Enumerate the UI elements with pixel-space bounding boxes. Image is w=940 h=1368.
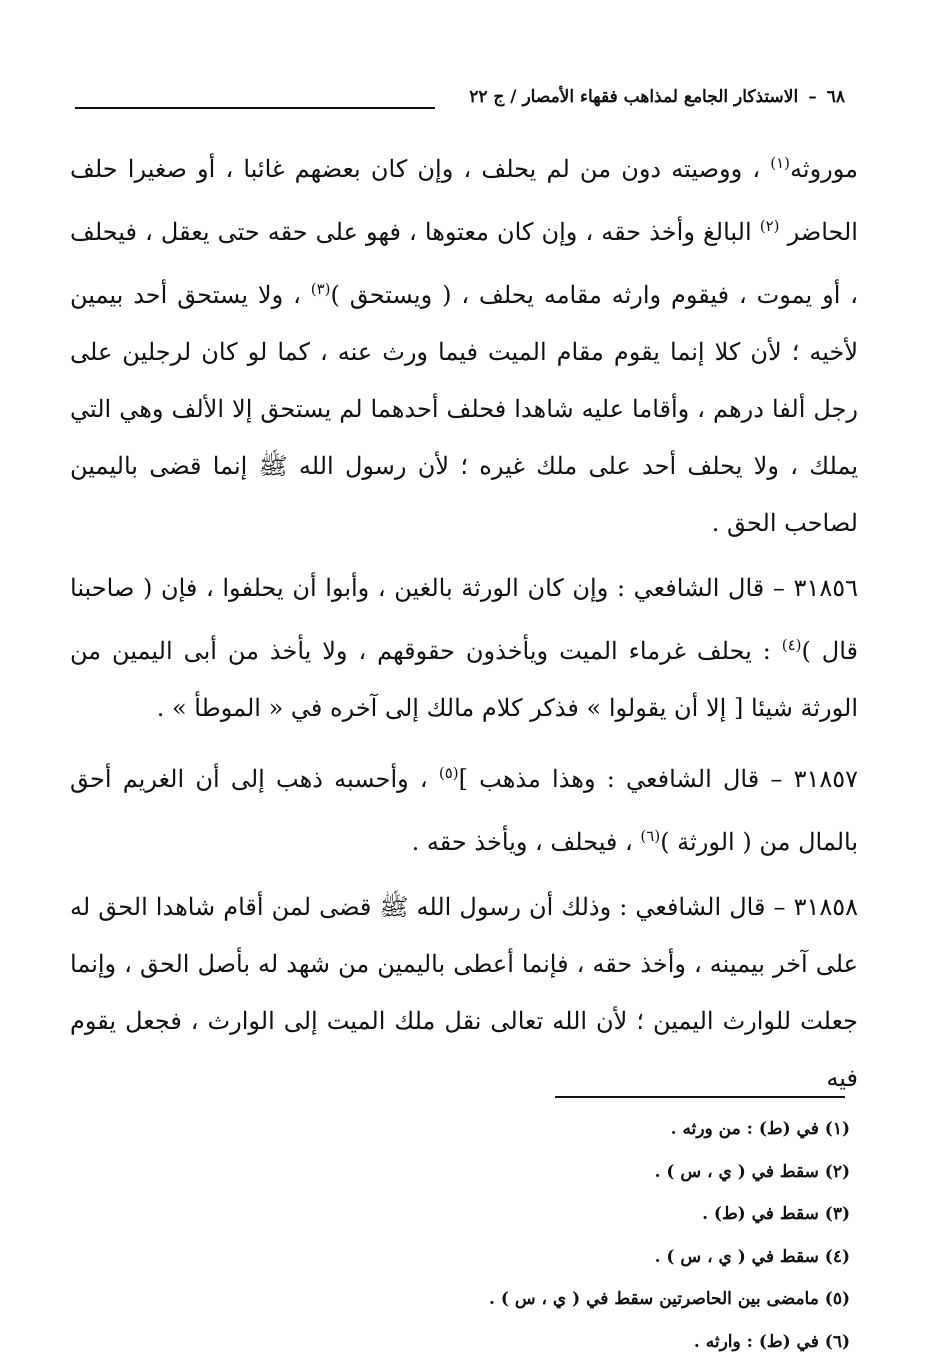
footnote-5: (٥) مامضى بين الحاصرتين سقط في ( ي ، س ) . [489, 1289, 850, 1309]
footnote-ref-2: (٢) [759, 217, 780, 235]
footnote-ref-5: (٥) [438, 764, 459, 782]
footnote-3: (٣) سقط في (ط) . [702, 1204, 850, 1224]
text-run: ٣١٨٥٧ – قال الشافعي : وهذا مذهب ] [458, 765, 859, 793]
text-run: البالغ وأخذ حقه ، وإن كان معتوها ، فهو على حقه حتى يعقل ، فيحلف ، أو يموت ، فيقوم وارثه مقامه يحلف ، ( ويستحق ) [70, 218, 859, 309]
page-number: ٦٨ [826, 87, 845, 107]
footnote-ref-4: (٤) [781, 636, 802, 654]
footnotes [90, 1108, 850, 1363]
text-run: ، ووصيته دون من لم يحلف ، وإن كان بعضهم غائبا ، أو صغيرا حلف الحاضر [70, 155, 858, 246]
text-run: موروثه [790, 155, 859, 183]
text-run: ، فيحلف ، ويأخذ حقه . [411, 828, 641, 856]
footnote-ref-3: (٣) [310, 280, 331, 298]
footnote-4: (٤) سقط في ( ي ، س ) . [654, 1246, 850, 1267]
footnote-ref-6: (٦) [640, 827, 661, 845]
text-run: ، ولا يستحق أحد بيمين لأخيه ؛ لأن كلا إنما يقوم مقام الميت فيما ورث عنه ، كما لو كان لرجلين على رجل ألفا درهم ، وأقاما عليه شاهدا فحلف أحدهما لم يستحق إلا الألف وهي التي يملك ، ولا يحلف أحد على ملك غيره ؛ لأن رسول الله ﷺ إنما قضى باليمين لصاحب الحق . [70, 281, 859, 537]
footnote-2: (٢) سقط في ( ي ، س ) . [654, 1161, 850, 1182]
main-text [70, 135, 858, 1107]
paragraph-31856 [70, 560, 858, 737]
footnote-1: (١) في (ط) : من ورثه . [670, 1119, 850, 1139]
running-title: الاستذكار الجامع لمذاهب فقهاء الأمصار / ج ٢٢ [469, 87, 799, 107]
text-run: ٣١٨٥٨ – قال الشافعي : وذلك أن رسول الله ﷺ قضى لمن أقام شاهدا الحق له على آخر بيمينه ، وأخذ حقه ، فإنما أعطى باليمين من شهد له بأصل الحق ، وإنما جعلت للوارث اليمين ؛ لأن الله تعالى نقل ملك الميت إلى الوارث ، فجعل يقوم فيه [70, 893, 859, 1092]
footnote-ref-1: (١) [770, 154, 791, 172]
footnote-rule [555, 1096, 845, 1098]
paragraph-31857 [70, 745, 858, 871]
text-run: ، وأحسبه ذهب إلى أن الغريم أحق بالمال من ( الورثة ) [70, 765, 858, 856]
paragraph-31858 [70, 879, 858, 1107]
text-run: ٣١٨٥٦ – قال الشافعي : وإن كان الورثة بالغين ، وأبوا أن يحلفوا ، فإن ( صاحبنا قال ) [70, 574, 859, 665]
header-rule [75, 107, 435, 109]
footnote-6: (٦) في (ط) : وارثه . [693, 1331, 850, 1352]
text-run: : يحلف غرماء الميت ويأخذون حقوقهم ، ولا يأخذ من أبى اليمين من الورثة شيئا [ إلا أن يقولوا » فذكر كلام مالك إلى آخره في « الموطأ » . [70, 637, 858, 722]
header-dash: – [808, 87, 817, 107]
paragraph-continuation [70, 135, 858, 552]
